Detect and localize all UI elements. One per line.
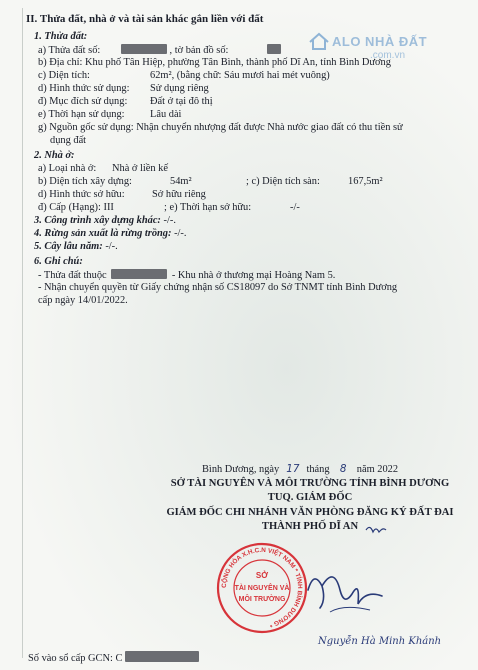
perennial-trees-value: -/-.: [105, 241, 118, 252]
item-other-constructions: [34, 215, 176, 227]
land-use-form-label: d) Hình thức sử dụng:: [38, 83, 130, 94]
note-1-prefix: - Thửa đất thuộc: [38, 270, 107, 281]
land-term-value: Lâu dài: [150, 109, 182, 120]
production-forest-label: 4. Rừng sản xuất là rừng trồng:: [34, 228, 172, 239]
house-grade: đ) Cấp (Hạng): III: [38, 202, 114, 213]
date-month-label: tháng: [306, 464, 330, 475]
note-2-cont: cấp ngày 14/01/2022.: [38, 295, 128, 306]
redacted-project: [111, 269, 167, 279]
land-use-form-value: Sử dụng riêng: [150, 83, 209, 94]
redacted-map-sheet: [267, 44, 281, 54]
perennial-trees-label: 5. Cây lâu năm:: [34, 241, 103, 252]
house-ownership-value: Sở hữu riêng: [152, 189, 206, 200]
land-origin: g) Nguồn gốc sử dụng: Nhận chuyển nhượng đất được Nhà nước giao đất có thu tiền sử: [38, 122, 403, 133]
section-title: II. Thửa đất, nhà ở và tài sản khác gắn liền với đất: [26, 13, 264, 25]
land-term-label: e) Thời hạn sử dụng:: [38, 109, 125, 120]
seal-ring-text: CỘNG HÒA X.H.C.N VIỆT NAM * TỈNH BÌNH DƯƠNG *: [220, 546, 304, 629]
house-logo-icon: [308, 32, 330, 50]
other-constructions-value: -/-.: [163, 215, 176, 226]
notes-heading: 6. Ghi chú:: [34, 256, 83, 267]
date-year: năm 2022: [356, 464, 399, 475]
signer-name: Nguyễn Hà Minh Khánh: [318, 636, 442, 647]
house-term-label: ; e) Thời hạn sở hữu:: [164, 202, 252, 213]
item-production-forest: [34, 228, 186, 240]
org-line-3: GIÁM ĐỐC CHI NHÁNH VĂN PHÒNG ĐĂNG KÝ ĐẤT ĐAI: [166, 507, 454, 518]
org-line-4: THÀNH PHỐ DĨ AN: [261, 521, 359, 532]
land-origin-cont: dụng đất: [50, 135, 87, 146]
house-ownership-label: d) Hình thức sở hữu:: [38, 189, 125, 200]
gcn-register-prefix: C: [115, 653, 123, 664]
land-purpose-value: Đất ở tại đô thị: [150, 96, 213, 107]
org-line-2: TUQ. GIÁM ĐỐC: [267, 492, 353, 503]
date-day: 17: [286, 463, 300, 475]
land-parcel-label: a) Thửa đất số:: [38, 45, 101, 56]
initials-mark: [364, 524, 388, 536]
date-month: 8: [339, 463, 347, 475]
redacted-register-number: [125, 651, 199, 662]
note-1-suffix: - Khu nhà ở thương mại Hoàng Nam 5.: [171, 270, 336, 281]
official-seal: [214, 540, 310, 636]
land-heading: 1. Thửa đất:: [34, 31, 88, 42]
seal-center-2: TÀI NGUYÊN VÀ: [234, 585, 290, 592]
watermark-domain: .com.vn: [370, 50, 406, 61]
handwritten-signature: [300, 560, 390, 630]
note-1: [38, 269, 335, 282]
land-map-sheet-label: , tờ bản đồ số:: [169, 45, 229, 56]
seal-center-1: SỞ: [255, 571, 269, 580]
org-line-1: SỞ TÀI NGUYÊN VÀ MÔI TRƯỜNG TỈNH BÌNH DƯƠNG: [170, 478, 450, 489]
item-perennial-trees: [34, 241, 118, 253]
land-parcel-row: [38, 44, 281, 57]
land-purpose-label: đ) Mục đích sử dụng:: [38, 96, 128, 107]
land-area-value: 62m², (bằng chữ: Sáu mươi hai mét vuông): [150, 70, 330, 81]
watermark-brand: ALO NHÀ ĐẤT: [332, 34, 428, 49]
house-type-value: Nhà ở liền kế: [112, 163, 168, 174]
house-term-value: -/-: [290, 202, 300, 213]
sign-date: [202, 463, 398, 476]
note-2: - Nhận chuyển quyền từ Giấy chứng nhận số CS18097 do Sở TNMT tỉnh Bình Dương: [38, 282, 398, 293]
gcn-register-label: Số vào sổ cấp GCN:: [28, 653, 113, 664]
production-forest-value: -/-.: [174, 228, 187, 239]
house-footprint-label: b) Diện tích xây dựng:: [38, 176, 132, 187]
house-type-label: a) Loại nhà ở:: [38, 163, 97, 174]
house-floor-area-value: 167,5m²: [348, 176, 383, 187]
gcn-register: [28, 651, 199, 665]
other-constructions-label: 3. Công trình xây dựng khác:: [34, 215, 161, 226]
land-address: b) Địa chỉ: Khu phố Tân Hiệp, phường Tân Bình, thành phố Dĩ An, tỉnh Bình Dương: [38, 57, 391, 68]
seal-center-3: MÔI TRƯỜNG: [238, 596, 286, 603]
house-footprint-value: 54m²: [170, 176, 192, 187]
redacted-parcel-number: [121, 44, 167, 54]
house-heading: 2. Nhà ở:: [34, 150, 75, 161]
house-floor-area-label: ; c) Diện tích sàn:: [246, 176, 320, 187]
land-area-label: c) Diện tích:: [38, 70, 90, 81]
date-prefix: Bình Dương, ngày: [202, 464, 280, 475]
